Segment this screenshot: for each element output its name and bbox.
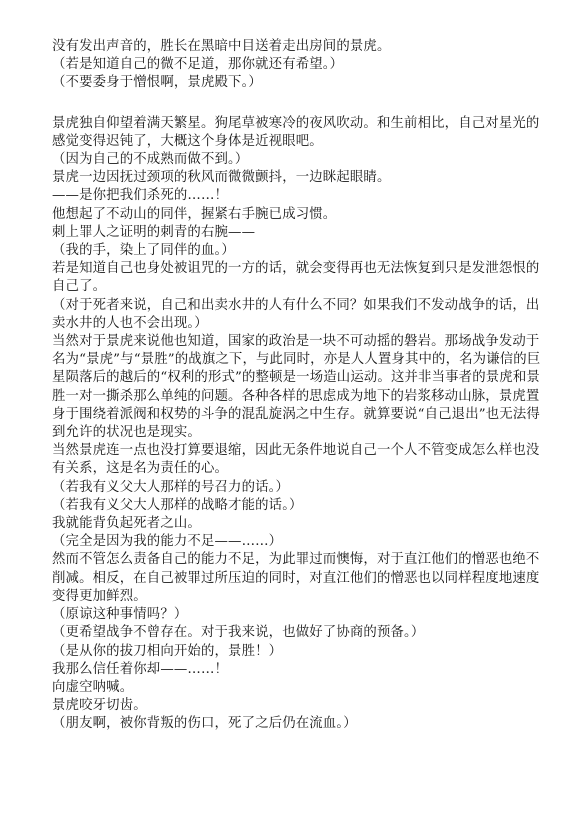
text-line: 我就能背负起死者之山。 (52, 516, 201, 532)
inner-thought-line: （朋友啊，被你背叛的伤口，死了之后仍在流血。） (52, 716, 357, 732)
inner-thought-line: （若我有义父大人那样的号召力的话。） (52, 479, 290, 495)
inner-thought-line: （原谅这种事情吗？） (52, 607, 188, 623)
inner-thought-line: （更希望战争不曾存在。对于我来说，也做好了协商的预备。） (52, 625, 425, 641)
text-line: 景虎一边因抚过颈项的秋风而微微颤抖，一边眯起眼睛。 (52, 170, 391, 186)
inner-thought-paragraph: （对于死者来说，自己和出卖水井的人有什么不同？如果我们不发动战争的话，出卖水井的人也不会出现。） (52, 297, 540, 331)
inner-thought-line: （因为自己的不成熟而做不到。） (52, 152, 249, 168)
text-paragraph: 若是知道自己也身处被诅咒的一方的话，就会变得再也无法恢复到只是发泄怨恨的自己了。 (52, 261, 540, 295)
text-line: 没有发出声音的，胜长在黑暗中目送着走出房间的景虎。 (52, 39, 391, 54)
paragraph-spacer (52, 93, 552, 115)
text-line: 景虎咬牙切齿。 (52, 698, 147, 714)
inner-thought-line: （我的手，染上了同伴的血。） (52, 243, 235, 259)
document-page (52, 38, 552, 734)
text-line: 向虚空呐喊。 (52, 679, 134, 695)
text-paragraph: 当然对于景虎来说他也知道，国家的政治是一块不可动摇的磐岩。那场战争发动于名为“景虎”与“景胜”的战旗之下，与此同时，亦是人人置身其中的，名为谦信的巨星陨落后的越后的“权利的形式”的整顿是一场造山运动。这并非当事者的景虎和景胜一对一撕杀那么单纯的问题。各种各样的思虑成为地下的岩浆移动山脉，景虎置身于围绕着派阀和权势的斗争的混乱旋涡之中生存。就算要说“自己退出”也无法得到允许的状况也是现实。 (52, 334, 541, 441)
inner-thought-line: （是从你的拔刀相向开始的，景胜！） (52, 643, 283, 659)
inner-thought-line: （若是知道自己的微不足道，那你就还有希望。） (52, 57, 344, 73)
text-paragraph: 当然景虎连一点也没打算要退缩，因此无条件地说自己一个人不管变成怎么样也没有关系，这是名为责任的心。 (52, 443, 540, 477)
dialogue-line: ——是你把我们杀死的……！ (52, 188, 229, 204)
inner-thought-line: （完全是因为我的能力不足——……） (52, 534, 283, 550)
inner-thought-line: （不要委身于憎恨啊，景虎殿下。） (52, 75, 262, 91)
inner-thought-line: （若我有义父大人那样的战略才能的话。） (52, 497, 303, 513)
text-paragraph: 景虎独自仰望着满天繁星。狗尾草被寒冷的夜风吹动。和生前相比，自己对星光的感觉变得迟钝了，大概这个身体是近视眼吧。 (52, 115, 540, 149)
text-line: 我那么信任着你却——……！ (52, 661, 229, 677)
text-paragraph: 然而不管怎么责备自己的能力不足，为此罪过而懊悔，对于直江他们的憎恶也绝不削减。相反，在自己被罪过所压迫的同时，对直江他们的憎恶也以同样程度地速度变得更加鲜烈。 (52, 552, 540, 604)
text-line: 他想起了不动山的同伴，握紧右手腕已成习惯。 (52, 206, 337, 222)
text-line: 刺上罪人之证明的刺青的右腕—— (52, 224, 256, 240)
